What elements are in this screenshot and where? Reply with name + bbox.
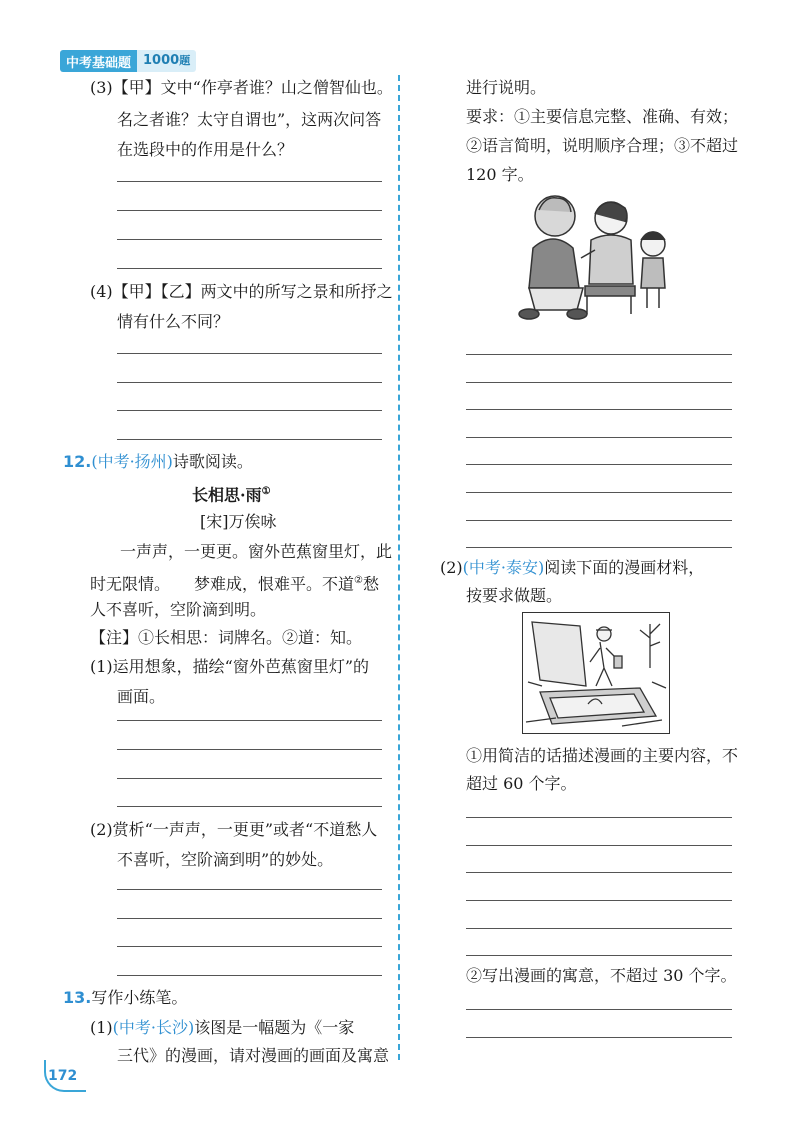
poem-author: [宋]万俟咏	[200, 512, 277, 531]
answer-line[interactable]	[117, 806, 382, 807]
sub2-line1: (2)(中考·泰安)阅读下面的漫画材料，	[440, 558, 705, 577]
req-line1: 要求：①主要信息完整、准确、有效；	[466, 107, 739, 126]
poem-note: 【注】①长相思：词牌名。②道：知。	[90, 628, 363, 647]
answer-line[interactable]	[117, 889, 382, 890]
answer-line[interactable]	[117, 439, 382, 440]
answer-line[interactable]	[466, 872, 732, 873]
answer-line[interactable]	[117, 353, 382, 354]
task1-line2: 超过 60 个字。	[466, 774, 577, 793]
q3-line3: 在选段中的作用是什么？	[117, 140, 294, 159]
task2-line1: ②写出漫画的寓意，不超过 30 个字。	[466, 966, 737, 985]
answer-line[interactable]	[117, 946, 382, 947]
answer-line[interactable]	[466, 955, 732, 956]
answer-line[interactable]	[466, 928, 732, 929]
poem-title: 长相思·雨①	[192, 485, 271, 505]
q12-sub2-line2: 不喜听，空阶滴到明”的妙处。	[117, 850, 334, 869]
answer-line[interactable]	[466, 1009, 732, 1010]
answer-line[interactable]	[466, 464, 732, 465]
family-cartoon-image	[515, 188, 675, 328]
series-badge	[60, 50, 196, 72]
q3-line2: 名之者谁？太守自谓也”，这两次问答	[117, 110, 382, 129]
answer-line[interactable]	[117, 975, 382, 976]
answer-line[interactable]	[117, 778, 382, 779]
q13-heading: 13.写作小练笔。	[63, 988, 188, 1007]
answer-line[interactable]	[466, 845, 732, 846]
answer-line[interactable]	[466, 492, 732, 493]
column-divider	[398, 75, 400, 1060]
answer-line[interactable]	[117, 181, 382, 182]
q13-sub1-line2: 三代》的漫画，请对漫画的画面及寓意	[117, 1046, 390, 1065]
page-number: 172	[48, 1068, 78, 1084]
task1-line1: ①用简洁的话描述漫画的主要内容，不	[466, 746, 739, 765]
answer-line[interactable]	[117, 382, 382, 383]
poem-line3: 人不喜听，空阶滴到明。	[90, 600, 267, 619]
answer-line[interactable]	[117, 210, 382, 211]
answer-line[interactable]	[117, 749, 382, 750]
answer-line[interactable]	[466, 1037, 732, 1038]
poem-line1: 一声声，一更更。窗外芭蕉窗里灯，此	[120, 542, 393, 561]
q4-line1: (4)【甲】【乙】两文中的所写之景和所抒之	[90, 282, 393, 301]
answer-line[interactable]	[117, 918, 382, 919]
answer-line[interactable]	[466, 382, 732, 383]
poem-line2: 时无限情。 梦难成，恨难平。不道②愁	[90, 574, 380, 594]
q12-sub2-line1: (2)赏析“一声声，一更更”或者“不道愁人	[90, 820, 378, 839]
q3-line1: (3)【甲】文中“作亭者谁？山之僧智仙也。	[90, 78, 393, 97]
answer-line[interactable]	[117, 410, 382, 411]
req-line3: 120 字。	[466, 165, 534, 184]
answer-line[interactable]	[117, 720, 382, 721]
sub2-line2: 按要求做题。	[466, 586, 563, 605]
answer-line[interactable]	[117, 268, 382, 269]
req-line2: ②语言简明，说明顺序合理；③不超过	[466, 136, 739, 155]
q13-sub1-line1: (1)(中考·长沙)该图是一幅题为《一家	[90, 1018, 355, 1037]
answer-line[interactable]	[466, 354, 732, 355]
series-title: 中考基础题	[60, 50, 137, 72]
answer-line[interactable]	[466, 547, 732, 548]
q12-sub1-line1: (1)运用想象，描绘“窗外芭蕉窗里灯”的	[90, 657, 370, 676]
answer-line[interactable]	[117, 239, 382, 240]
q12-heading: 12.(中考·扬州)诗歌阅读。	[63, 452, 253, 471]
answer-line[interactable]	[466, 520, 732, 521]
book-cartoon-image	[522, 612, 670, 734]
answer-line[interactable]	[466, 817, 732, 818]
q12-sub1-line2: 画面。	[117, 687, 166, 706]
q4-line2: 情有什么不同？	[117, 312, 230, 331]
answer-line[interactable]	[466, 409, 732, 410]
series-count: 1000题	[137, 50, 196, 72]
answer-line[interactable]	[466, 437, 732, 438]
q13-sub1-cont: 进行说明。	[466, 78, 547, 97]
answer-line[interactable]	[466, 900, 732, 901]
